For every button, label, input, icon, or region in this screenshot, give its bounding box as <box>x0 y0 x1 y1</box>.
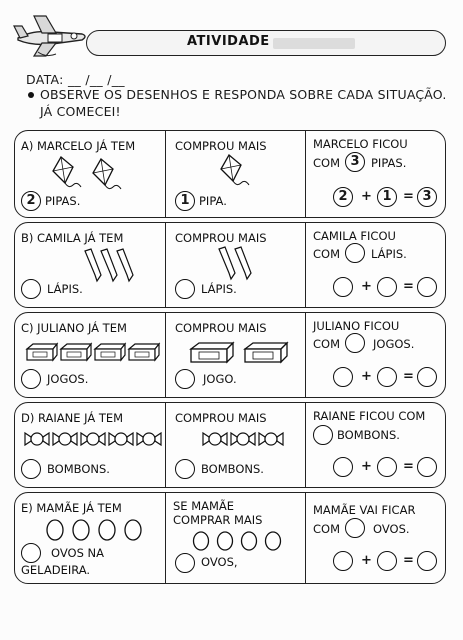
equals-sign: = <box>403 279 414 294</box>
equals-sign: = <box>403 189 414 204</box>
row-e-col3-line1: MAMÃE VAI FICAR <box>313 503 416 517</box>
plus-sign: + <box>361 279 372 294</box>
row-e-col3-prefix: COM <box>313 522 341 536</box>
row-c-col2-label: JOGO. <box>203 372 237 386</box>
title-blank <box>273 38 355 49</box>
equation-circle[interactable] <box>377 367 397 387</box>
answer-circle[interactable] <box>175 279 195 299</box>
row-e-col1-title: E) MAMÃE JÁ TEM <box>21 501 122 515</box>
equals-sign: = <box>403 369 414 384</box>
answer-circle[interactable] <box>345 243 365 263</box>
answer-circle[interactable] <box>345 333 365 353</box>
row-d-col2-label: BOMBONS. <box>201 462 264 476</box>
row-d-col1-label: BOMBONS. <box>47 462 110 476</box>
column-divider <box>165 493 166 583</box>
pencil-icon <box>215 245 259 281</box>
column-divider <box>305 223 306 307</box>
equation-circle[interactable]: 2 <box>333 187 353 207</box>
answer-circle[interactable] <box>313 425 333 445</box>
row-c-col2-title: COMPROU MAIS <box>175 321 267 335</box>
answer-circle[interactable] <box>175 553 195 573</box>
bullet-icon <box>28 92 34 98</box>
plus-sign: + <box>361 459 372 474</box>
row-a-col1-label: PIPAS. <box>45 194 81 208</box>
equals-sign: = <box>403 553 414 568</box>
row-a-col2-label: PIPA. <box>199 194 227 208</box>
answer-circle[interactable] <box>175 369 195 389</box>
page-title: ATIVIDADE <box>187 34 270 49</box>
row-c-col3-line1: JULIANO FICOU <box>313 319 400 333</box>
row-b-col1-title: B) CAMILA JÁ TEM <box>21 231 124 245</box>
row-a-col3-prefix: COM <box>313 156 341 170</box>
row-c-col1-title: C) JULIANO JÁ TEM <box>21 321 127 335</box>
plus-sign: + <box>361 369 372 384</box>
equation-circle[interactable] <box>333 457 353 477</box>
plus-sign: + <box>361 189 372 204</box>
row-b-col3-suffix: LÁPIS. <box>371 247 407 261</box>
equation-circle[interactable] <box>333 277 353 297</box>
candy-icon <box>201 427 285 451</box>
instruction-text: OBSERVE OS DESENHOS E RESPONDA SOBRE CADA SITUAÇÃO. <box>40 87 447 102</box>
column-divider <box>165 313 166 397</box>
row-b-col3-line1: CAMILA FICOU <box>313 229 396 243</box>
row-d-col3-line2: BOMBONS. <box>337 428 400 442</box>
egg-icon <box>45 519 155 541</box>
game-box-icon <box>187 339 297 365</box>
pencil-icon <box>81 247 141 283</box>
exercise-row-c <box>14 312 446 398</box>
row-b-col3-prefix: COM <box>313 247 341 261</box>
row-e-col2-line2: COMPRAR MAIS <box>173 513 263 527</box>
column-divider <box>305 131 306 217</box>
row-a-col3-line1: MARCELO FICOU <box>313 137 408 151</box>
title-banner <box>86 30 446 56</box>
kite-icon <box>51 155 131 195</box>
row-e-col3-suffix: OVOS. <box>373 522 410 536</box>
answer-circle[interactable] <box>21 369 41 389</box>
row-b-col2-title: COMPROU MAIS <box>175 231 267 245</box>
answer-circle[interactable] <box>21 543 41 563</box>
row-e-col2-line1: SE MAMÃE <box>173 499 235 513</box>
answer-circle[interactable] <box>21 459 41 479</box>
exercise-row-a <box>14 130 446 218</box>
column-divider <box>165 223 166 307</box>
row-a-col1-title: A) MARCELO JÁ TEM <box>21 139 136 153</box>
equals-sign: = <box>403 459 414 474</box>
answer-circle[interactable] <box>175 459 195 479</box>
answer-circle[interactable] <box>345 518 365 538</box>
answer-circle[interactable]: 3 <box>345 152 365 172</box>
row-a-col2-title: COMPROU MAIS <box>175 139 267 153</box>
column-divider <box>305 403 306 487</box>
plus-sign: + <box>361 553 372 568</box>
exercise-row-b <box>14 222 446 308</box>
row-c-col3-suffix: JOGOS. <box>373 337 415 351</box>
equation-circle[interactable] <box>377 277 397 297</box>
equation-circle[interactable] <box>377 551 397 571</box>
column-divider <box>165 131 166 217</box>
column-divider <box>305 493 306 583</box>
equation-circle[interactable]: 1 <box>377 187 397 207</box>
instruction-subtext: JÁ COMECEI! <box>40 104 121 119</box>
equation-circle[interactable] <box>333 551 353 571</box>
column-divider <box>305 313 306 397</box>
row-c-col3-prefix: COM <box>313 337 341 351</box>
kite-icon <box>215 153 265 193</box>
equation-circle[interactable]: 3 <box>417 187 437 207</box>
row-d-col1-title: D) RAIANE JÁ TEM <box>21 411 124 425</box>
answer-circle[interactable]: 1 <box>175 191 195 211</box>
date-field: DATA: __ /__ /__ <box>26 72 125 87</box>
answer-circle[interactable]: 2 <box>21 191 41 211</box>
equation-circle[interactable] <box>417 457 437 477</box>
row-b-col2-label: LÁPIS. <box>201 282 237 296</box>
exercise-row-e <box>14 492 446 584</box>
row-a-col3-suffix: PIPAS. <box>371 156 407 170</box>
egg-icon <box>191 531 295 551</box>
row-d-col3-line1: RAIANE FICOU COM <box>313 409 426 423</box>
game-box-icon <box>25 341 161 363</box>
row-d-col2-title: COMPROU MAIS <box>175 411 267 425</box>
equation-circle[interactable] <box>377 457 397 477</box>
row-b-col1-label: LÁPIS. <box>47 282 83 296</box>
row-e-col1-label2: GELADEIRA. <box>21 563 91 577</box>
equation-circle[interactable] <box>417 551 437 571</box>
equation-circle[interactable] <box>417 367 437 387</box>
column-divider <box>165 403 166 487</box>
airplane-icon <box>12 12 90 60</box>
row-c-col1-label: JOGOS. <box>47 372 89 386</box>
row-e-col2-label: OVOS, <box>201 555 238 569</box>
row-e-col1-label: OVOS NA <box>51 546 104 560</box>
answer-circle[interactable] <box>21 279 41 299</box>
candy-icon <box>23 427 163 451</box>
equation-circle[interactable] <box>417 277 437 297</box>
exercise-row-d <box>14 402 446 488</box>
equation-circle[interactable] <box>333 367 353 387</box>
